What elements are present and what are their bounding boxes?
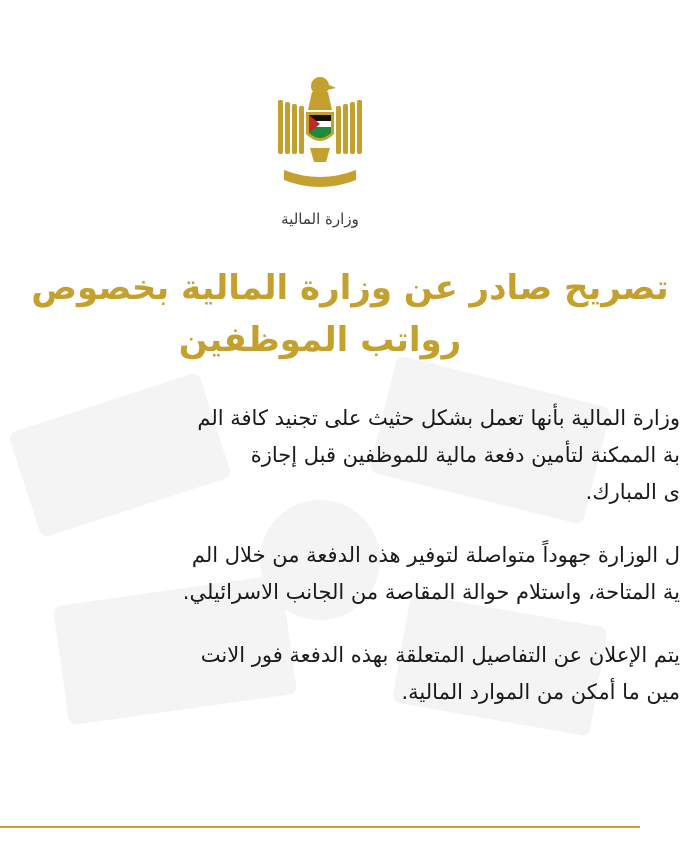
statement-body	[0, 400, 680, 737]
paragraph-line: مين ما أمكن من الموارد المالية.	[401, 680, 680, 704]
ministry-name: وزارة المالية	[281, 210, 359, 228]
title-line-1: تصريح صادر عن وزارة المالية بخصوص	[31, 268, 669, 308]
paragraph-3	[0, 637, 680, 711]
paragraph-line: ية المتاحة، واستلام حوالة المقاصة من الجانب الاسرائيلي.	[182, 580, 680, 604]
paragraph-line: بة الممكنة لتأمين دفعة مالية للموظفين قبل إجازة	[250, 443, 680, 467]
title-line-2: رواتب الموظفين	[178, 320, 462, 360]
paragraph-line: ى المبارك.	[585, 480, 680, 504]
paragraph-2	[0, 537, 680, 611]
ministry-emblem-icon	[270, 70, 370, 200]
statement-title	[0, 262, 669, 366]
footer-divider	[0, 826, 640, 828]
paragraph-line: يتم الإعلان عن التفاصيل المتعلقة بهذه الدفعة فور الانت	[200, 643, 680, 667]
paragraph-line: ل الوزارة جهوداً متواصلة لتوفير هذه الدفعة من خلال الم	[191, 543, 680, 567]
paragraph-1	[0, 400, 680, 511]
paragraph-line: وزارة المالية بأنها تعمل بشكل حثيث على تجنيد كافة الم	[197, 406, 680, 430]
